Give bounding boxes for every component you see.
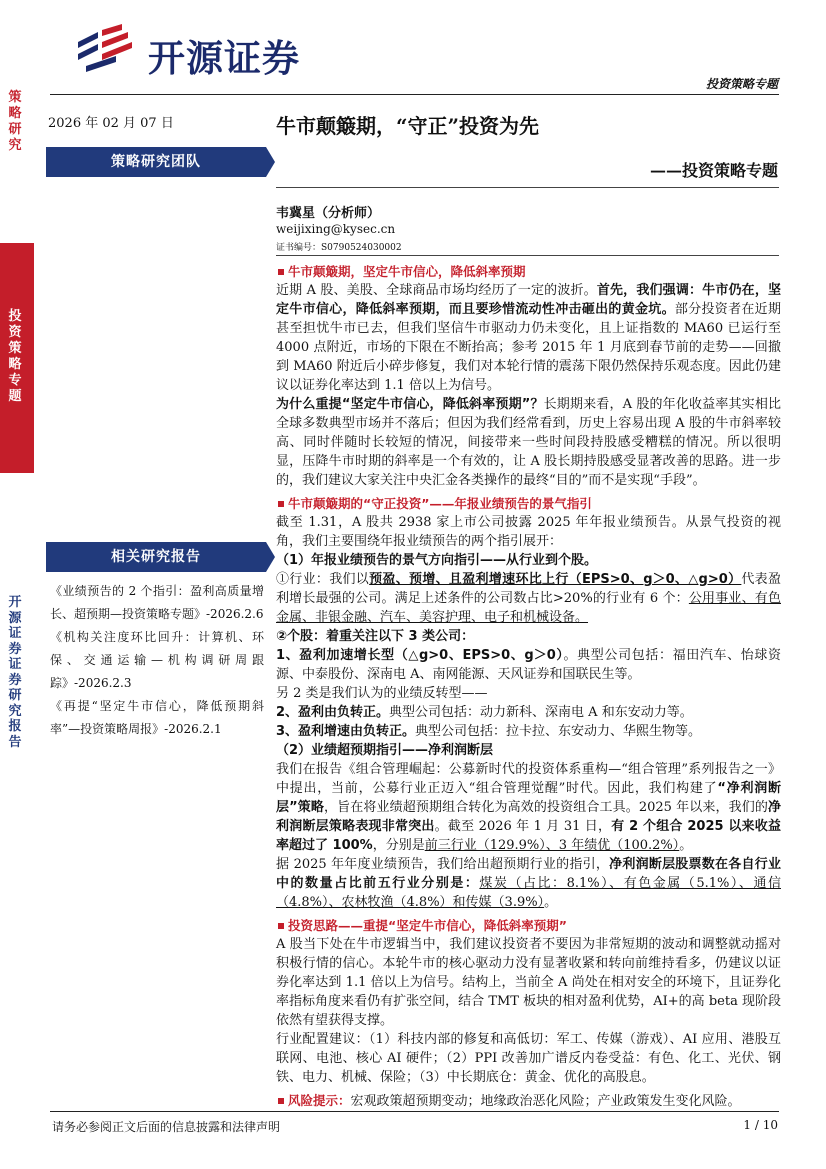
section-heading: 牛市颠簸期的“守正投资”——年报业绩预告的景气指引 xyxy=(276,494,781,513)
paragraph: 2、盈利由负转正。典型公司包括：动力新科、深南电 A 和东安动力等。 xyxy=(276,705,693,720)
section-heading: 投资思路——重提“坚定牛市信心，降低斜率预期” xyxy=(276,916,781,935)
related-reports-banner: 相关研究报告 xyxy=(46,542,266,572)
related-report-link[interactable]: 《再提“坚定牛市信心，降低预期斜率”—投资策略周报》-2026.2.1 xyxy=(50,699,264,736)
logo-mark-icon xyxy=(76,24,140,74)
report-subtitle: ——投资策略专题 xyxy=(649,161,778,180)
paragraph: A 股当下处在牛市逻辑当中，我们建议投资者不要因为非常短期的波动和调整就动摇对积极行情的信心。本轮牛市的核心驱动力没有显著收紧和转向前维持看多，仍建议以证券化率达到 1.1 倍以上为信号。结构上，当前全 A 尚处在相对安全的环境下，且证券化率指标角度来看仍有扩张空间，结合 TMT 板块的相对盈利优势，AI+的高 beta 现阶段依然有望获得支撑。 xyxy=(276,937,781,1028)
logo-text: 开源证券 xyxy=(148,37,300,80)
bullet-icon xyxy=(278,269,284,275)
report-date: 2026 年 02 月 07 日 xyxy=(48,116,174,131)
header-tag: 投资策略专题 xyxy=(705,77,778,91)
header-divider xyxy=(50,94,779,95)
bullet-icon xyxy=(278,923,284,929)
paragraph: 3、盈利增速由负转正。典型公司包括：拉卡拉、东安动力、华熙生物等。 xyxy=(276,724,702,739)
related-report-link[interactable]: 《机构关注度环比回升：计算机、环保、交通运输—机构调研周跟踪》-2026.2.3 xyxy=(50,630,264,690)
related-report-link[interactable]: 《业绩预告的 2 个指引：盈利高质量增长、超预期—投资策略专题》-2026.2.6 xyxy=(50,584,264,621)
sidebar-bottom-label: 开源证券 证券研究报告 xyxy=(8,595,22,750)
bullet-icon xyxy=(278,1098,284,1104)
section-heading: 牛市颠簸期，坚定牛市信心，降低斜率预期 xyxy=(276,262,781,281)
sidebar-red-label: 投资策略专题 xyxy=(8,309,22,404)
paragraph: ①行业：我们以预盈、预增、且盈利增速环比上行（EPS>0、g＞0、△g>0）代表盈利增长最强的公司。满足上述条件的公司数占比>20%的行业有 6 个：公用事业、有色金属、非银金融、汽车、美容护理、电子和机械设备。 xyxy=(276,572,781,625)
sub-heading: （1）年报业绩预告的景气方向指引——从行业到个股。 xyxy=(276,553,598,568)
team-banner: 策略研究团队 xyxy=(46,147,266,177)
paragraph: ②个股：着重关注以下 3 类公司： xyxy=(276,629,475,644)
paragraph: 我们在报告《组合管理崛起：公募新时代的投资体系重构—“组合管理”系列报告之一》中提出，当前，公募行业正迈入“组合管理觉醒”时代。因此，我们构建了“净利润断层”策略，旨在将业绩超预期组合转化为高效的投资组合工具。2025 年以来，我们的净利润断层策略表现非常突出。截至 2026 年 1 月 31 日，有 2 个组合 2025 以来收益率超过了 100%，分别是前三行业（129.9%）、3 年绩优（100.2%）。 xyxy=(276,762,781,853)
page-number: 1 / 10 xyxy=(743,1118,778,1132)
paragraph: 据 2025 年年度业绩预告，我们给出超预期行业的指引，净利润断层股票数在各自行业中的数量占比前五行业分别是：煤炭（占比：8.1%）、有色金属（5.1%）、通信（4.8%）、农林牧渔（4.8%）和传媒（3.9%）。 xyxy=(276,857,781,910)
paragraph: 1、盈利加速增长型（△g>0、EPS>0、g＞0）。典型公司包括：福田汽车、怡球资源、中泰股份、深南电 A、南网能源、天风证券和国联民生等。 xyxy=(276,648,781,682)
sidebar-red-strip xyxy=(0,243,34,473)
analyst-name: 韦冀星（分析师） xyxy=(276,206,381,221)
company-logo xyxy=(76,24,316,78)
paragraph: 截至 1.31，A 股共 2938 家上市公司披露 2025 年年报业绩预告。从景气投资的视角，我们主要围绕年报业绩预告的两个指引展开： xyxy=(276,515,781,549)
report-title: 牛市颠簸期，“守正”投资为先 xyxy=(276,114,540,138)
sidebar-bottom xyxy=(0,595,30,855)
footer-disclaimer: 请务必参阅正文后面的信息披露和法律声明 xyxy=(52,1120,281,1134)
paragraph: 近期 A 股、美股、全球商品市场均经历了一定的波折。首先，我们强调：牛市仍在，坚定牛市信心，降低斜率预期，而且要珍惜流动性冲击砸出的黄金坑。部分投资者在近期甚至担忧牛市已去，但我们坚信牛市驱动力仍未变化，且上证指数的 MA60 已运行至 4000 点附近，市场的下限在不断抬高；参考 2015 年 1 月底到春节前的走势——回撤到 MA60 附近后小碎步修复，我们对本轮行情的震荡下限仍然保持乐观态度。因此仍建议以证券化率达到 1.1 倍以上为信号。 xyxy=(276,283,781,393)
paragraph: 行业配置建议：（1）科技内部的修复和高低切：军工、传媒（游戏）、AI 应用、港股互联网、电池、核心 AI 硬件；（2）PPI 改善加广谱反内卷受益：有色、化工、光伏、钢铁、电力、机械、保险；（3）中长期底仓：黄金、优化的高股息。 xyxy=(276,1032,781,1085)
sidebar-top-label: 策略研究 xyxy=(8,90,22,153)
paragraph: 为什么重提“坚定牛市信心，降低斜率预期”？长期期来看，A 股的年化收益率其实相比全球多数典型市场并不落后；但因为我们经常看到，历史上容易出现 A 股的牛市斜率较高、同时伴随时长较短的情况，间接带来一些时间段持股感受糟糕的情况。所以很明显，压降牛市时期的斜率是一个有效的，让 A 股长期持股感受显著改善的思路。进一步的，我们建议大家关注中央汇金各类操作的最终“目的”而不是实现“手段”。 xyxy=(276,397,781,488)
title-divider xyxy=(276,187,779,188)
paragraph: 另 2 类是我们认为的业绩反转型—— xyxy=(276,686,488,701)
sub-heading: （2）业绩超预期指引——净利润断层 xyxy=(276,743,494,758)
footer-divider xyxy=(50,1111,779,1112)
sidebar-top xyxy=(0,90,30,230)
analyst-cert: 证书编号：S0790524030002 xyxy=(276,243,402,253)
risk-warning: 风险提示：宏观政策超预期变动；地缘政治恶化风险；产业政策发生变化风险。 xyxy=(276,1091,781,1111)
related-reports-list xyxy=(50,580,264,741)
bullet-icon xyxy=(278,501,284,507)
analyst-divider xyxy=(276,255,779,256)
report-body xyxy=(276,262,781,1111)
analyst-email[interactable]: weijixing@kysec.cn xyxy=(276,222,396,236)
